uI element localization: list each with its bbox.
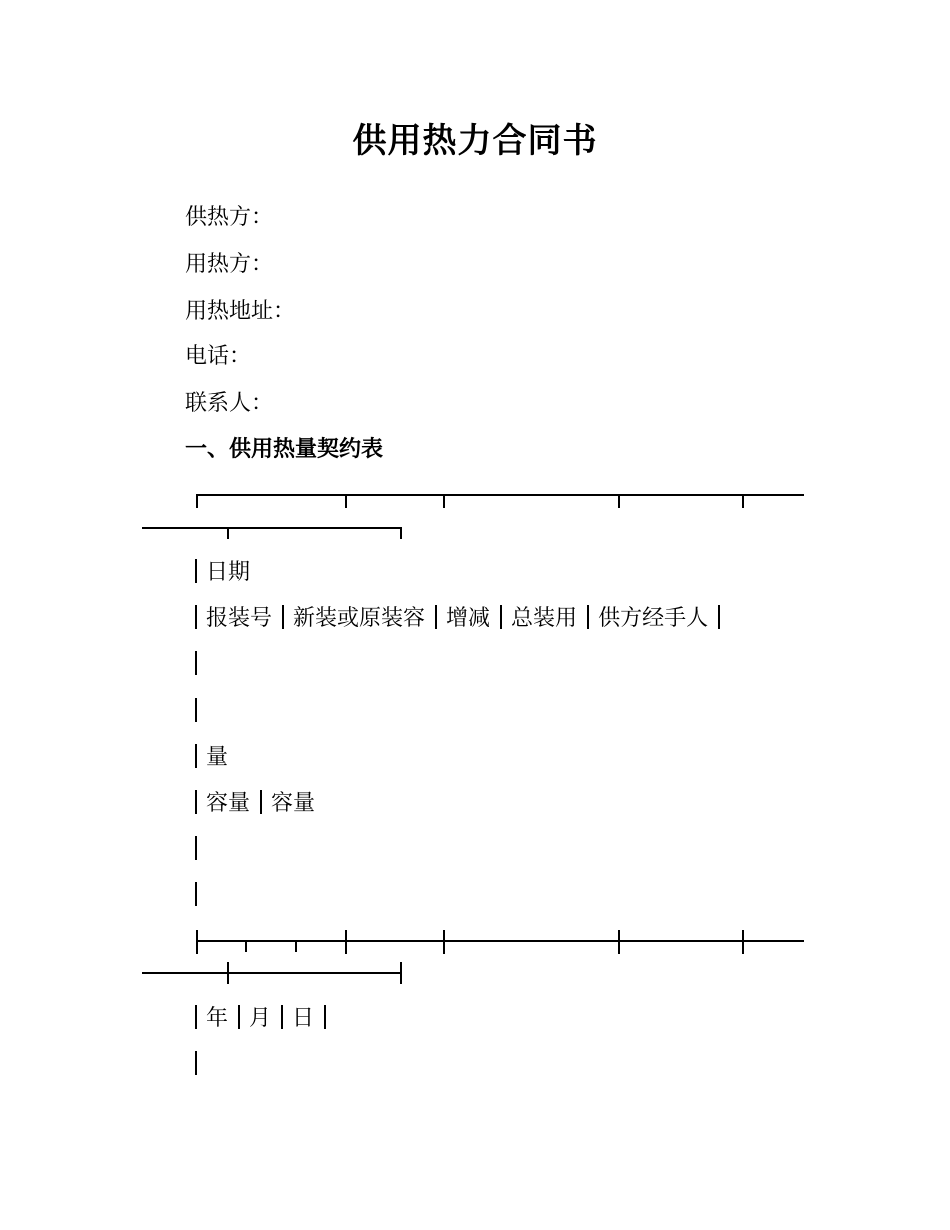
table-row-liang	[185, 743, 228, 773]
address-field: 用热地址：	[185, 299, 296, 324]
month-label: 月	[249, 1006, 272, 1031]
user-field: 用热方：	[185, 252, 274, 277]
table-row-empty	[185, 881, 206, 911]
table-row-date	[185, 558, 250, 588]
table-row-ymd	[185, 1004, 335, 1034]
table-header-row	[185, 604, 729, 634]
table-row-empty	[185, 1050, 206, 1080]
year-label: 年	[206, 1006, 229, 1031]
section-heading: 一、供用热量契约表	[185, 437, 384, 462]
header-baozhuanghao: 报装号	[206, 606, 273, 631]
supplier-field: 供热方：	[185, 205, 274, 230]
table-row-empty	[185, 697, 206, 727]
day-label: 日	[292, 1006, 315, 1031]
header-jingshouren: 供方经手人	[598, 606, 709, 631]
rongliang-label-1: 容量	[206, 791, 251, 816]
header-zengjian: 增减	[446, 606, 491, 631]
page-title: 供用热力合同书	[352, 121, 598, 161]
date-label: 日期	[206, 560, 251, 585]
table-row-rongliang	[185, 789, 315, 819]
table-row-empty	[185, 835, 206, 865]
liang-label: 量	[206, 745, 229, 770]
contact-field: 联系人：	[185, 391, 274, 416]
phone-field: 电话：	[185, 344, 252, 369]
rongliang-label-2: 容量	[271, 791, 316, 816]
table-row-empty	[185, 650, 206, 680]
header-zongzhuangyong: 总装用	[511, 606, 578, 631]
header-xinzhuang: 新装或原装容	[293, 606, 426, 631]
